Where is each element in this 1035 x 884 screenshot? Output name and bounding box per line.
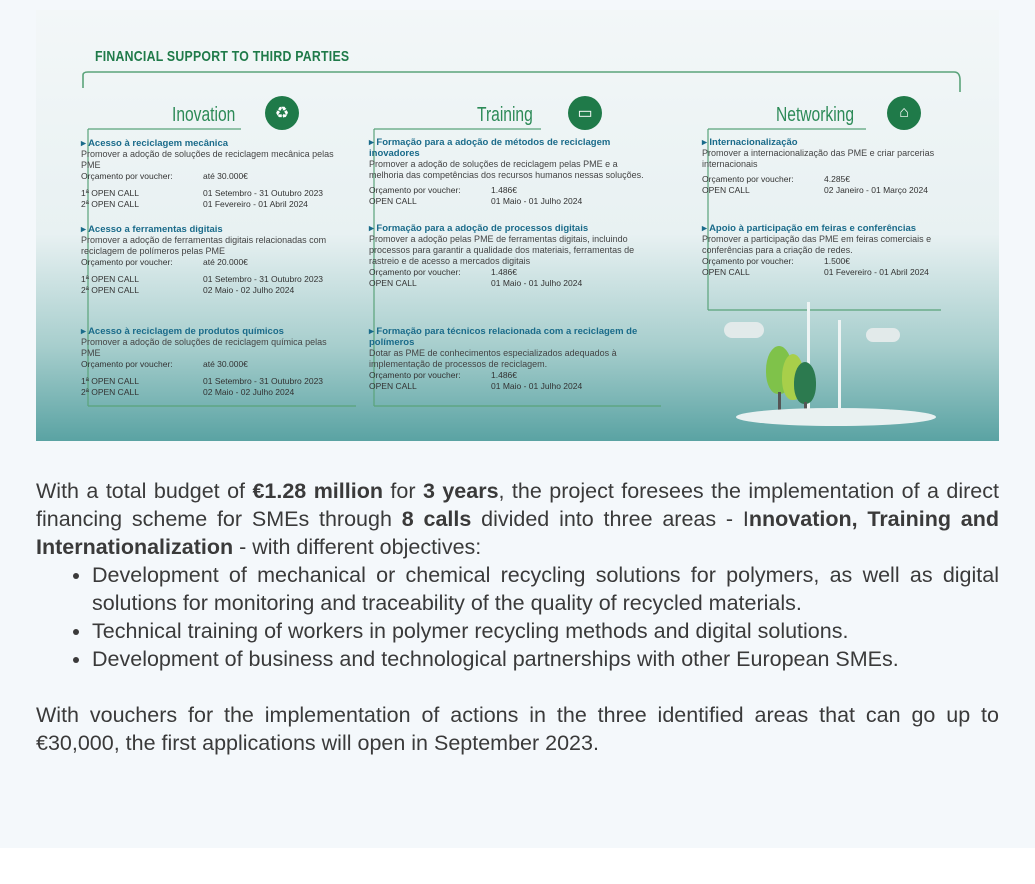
list-item: ▸ Formação para a adoção de processos digitais Promover a adoção pelas PME de ferramentas digitais, incluindo processos para garantir a qualidade dos materiais, ferramentas de rastreio e de acesso a mercados digitais Orçamento por voucher: 1.486€ OPEN CALL 01 Maio - 01 Julho 2024 [369,223,649,289]
infographic-title: FINANCIAL SUPPORT TO THIRD PARTIES [95,48,350,65]
wind-turbine-icon [838,320,841,410]
presentation-icon: ▭ [568,96,602,130]
ground-ellipse [736,408,936,426]
tree-icon [794,362,816,404]
recycle-icon: ♻ [265,96,299,130]
list-item: ▸ Internacionalização Promover a internacionalização das PME e criar parcerias internacionais Orçamento por voucher: 4.285€ OPEN CALL 02 Janeiro - 01 Março 2024 [702,137,942,196]
voucher-paragraph: With vouchers for the implementation of actions in the three identified areas that can go up to €30,000, the first applications will open in September 2023. [36,703,999,755]
list-item: ▸ Formação para a adoção de métodos de reciclagem inovadores Promover a adoção de soluções de reciclagem pelas PME e a melhoria das competências dos recursos humanos nessas soluções. Orçamento por voucher: 1.486€ OPEN CALL 01 Maio - 01 Julho 2024 [369,137,649,207]
list-item: ▸ Acesso a ferramentas digitais Promover a adoção de ferramentas digitais relacionadas com reciclagem de polímeros pelas PME Orçamento por voucher: até 20.000€ 1ª OPEN CALL 01 Setembro - 31 Outubro 2023 2ª OPEN CALL 02 Maio - 02 Julho 2024 [81,224,341,296]
area-title-networking: Networking [776,104,855,126]
list-item: ▸ Acesso à reciclagem mecânica Promover a adoção de soluções de reciclagem mecânica pelas PME Orçamento por voucher: até 30.000€ 1ª OPEN CALL 01 Setembro - 31 Outubro 2023 2ª OPEN CALL 01 Fevereiro - 01 Abril 2024 [81,138,341,210]
cloud-icon [724,322,764,338]
list-item: ▸ Apoio à participação em feiras e conferências Promover a participação das PME em feiras comerciais e conferências para a criação de redes. Orçamento por voucher: 1.500€ OPEN CALL 01 Fevereiro - 01 Abril 2024 [702,223,942,278]
list-item: • Development of mechanical or chemical recycling solutions for polymers, as well as digital solutions for monitoring and traceability of the quality of recycled materials. [92,561,999,617]
list-item: ▸ Acesso à reciclagem de produtos químicos Promover a adoção de soluções de reciclagem química pelas PME Orçamento por voucher: até 30.000€ 1ª OPEN CALL 01 Setembro - 31 Outubro 2023 2ª OPEN CALL 02 Maio - 02 Julho 2024 [81,326,341,398]
objectives-list [36,561,999,673]
intro-paragraph: With a total budget of €1.28 million for 3 years, the project foresees the implementation of a direct financing scheme for SMEs through 8 calls divided into three areas - Innovation, Training and Internationalization - with different objectives: [36,479,1000,559]
area-title-innovation: Inovation [172,104,236,126]
area-title-training: Training [477,104,533,126]
list-item: • Technical training of workers in polymer recycling methods and digital solutions. [92,617,999,645]
list-item: ▸ Formação para técnicos relacionada com a reciclagem de polímeros Dotar as PME de conhecimentos especializados adequados à implementação de processos de reciclagem. Orçamento por voucher: 1.486€ OPEN CALL 01 Maio - 01 Julho 2024 [369,326,649,392]
network-icon: ⌂ [887,96,921,130]
financial-support-infographic [36,10,999,441]
cloud-icon [866,328,900,342]
list-item: • Development of business and technological partnerships with other European SMEs. [92,645,999,673]
body-text [36,477,999,757]
